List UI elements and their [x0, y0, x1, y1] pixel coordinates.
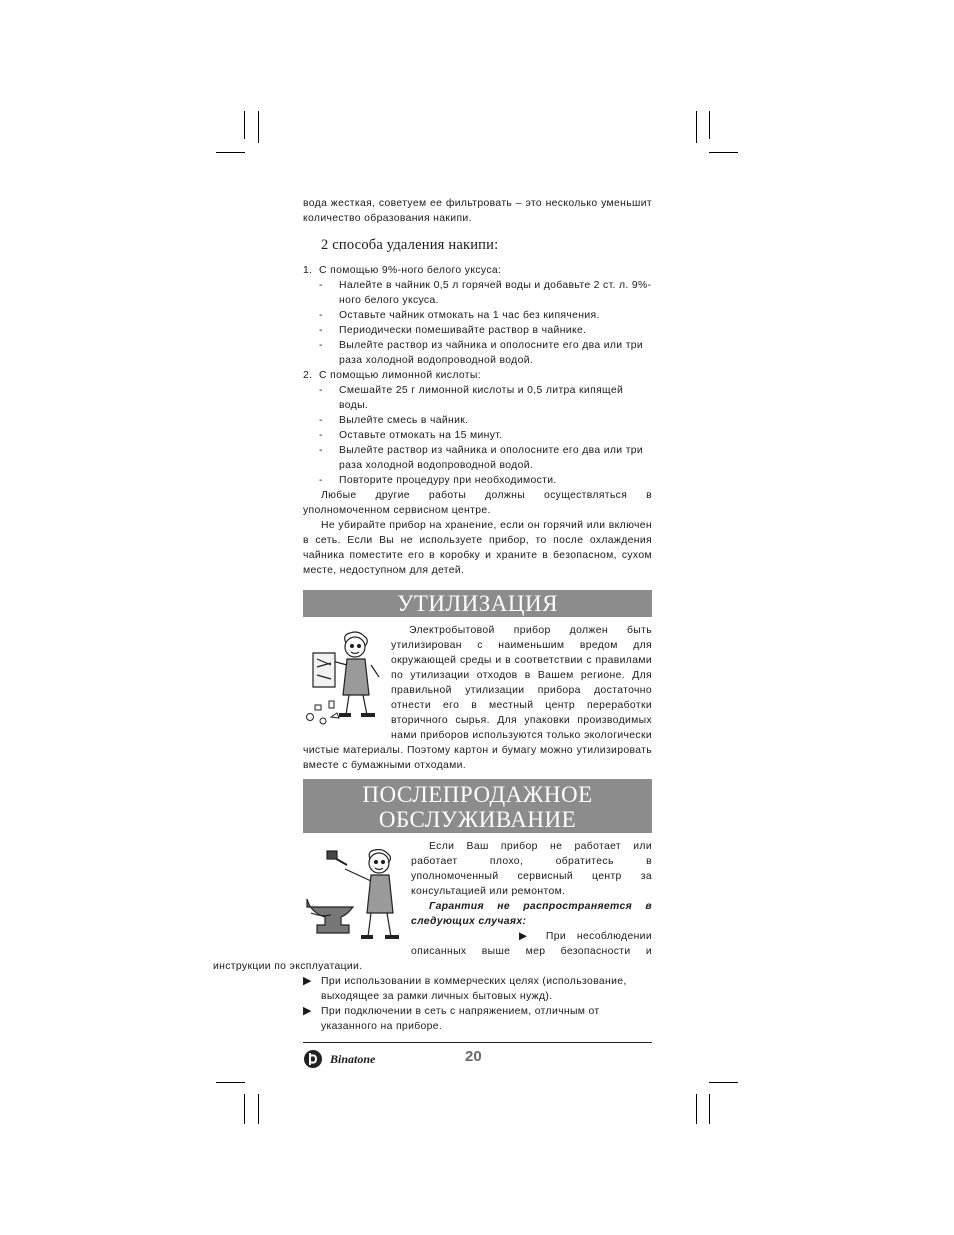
recycling-section [303, 623, 652, 773]
list-item: - Вылейте смесь в чайник. [319, 415, 469, 426]
warranty-exclusion-3: ▶ При подключении в сеть с напряжением, отличным от указанного на приборе. [303, 1005, 600, 1032]
method-title: С помощью лимонной кислоты: [319, 370, 481, 381]
bullet-arrow-icon: ▶ [303, 975, 312, 987]
method-title: С помощью 9%-ного белого уксуса: [319, 265, 502, 276]
warranty-exclusion-1: ▶ При несоблюдении описанных выше мер безопасности и инструкции по эксплуатации. [213, 931, 652, 972]
list-item: - Смешайте 25 г лимонной кислоты и 0,5 литра кипящей воды. [319, 385, 624, 411]
page-content [213, 196, 652, 1034]
after-sales-text: Если Ваш прибор не работает или работает плохо, обратитесь в уполномоченный сервисный центр за консультацией или ремонтом. [411, 841, 652, 897]
after-sales-section-title [303, 779, 652, 833]
service-center-paragraph: Любые другие работы должны осуществляться в уполномоченном сервисном центре. [303, 490, 652, 516]
recycling-man-illustration [303, 631, 385, 729]
method-number: 2. [303, 370, 313, 381]
list-item: - Налейте в чайник 0,5 л горячей воды и добавьте 2 ст. л. 9%-ного белого уксуса. [319, 280, 652, 306]
page-number: 20 [465, 1048, 482, 1065]
descaling-heading: 2 способа удаления накипи: [321, 237, 499, 253]
repairman-illustration [303, 849, 407, 949]
after-sales-title-line-2: ОБСЛУЖИВАНИЕ [378, 807, 577, 832]
brand-logo-text: Binatone [330, 1052, 376, 1066]
list-item: - Вылейте раствор из чайника и ополосните его два или три раза холодной водопроводной водой. [319, 340, 644, 366]
after-sales-section [213, 839, 652, 974]
bullet-arrow-icon: ▶ [303, 1005, 312, 1017]
warranty-heading: Гарантия не распространяется в следующих случаях: [411, 901, 652, 927]
warranty-exclusion-2: ▶ При использовании в коммерческих целях (использование, выходящее за рамки личных бытовых нужд). [303, 975, 627, 1002]
after-sales-title-line-1: ПОСЛЕПРОДАЖНОЕ [362, 782, 593, 807]
bullet-arrow-icon: ▶ [519, 931, 535, 942]
method-number: 1. [303, 265, 313, 276]
list-item: - Повторите процедуру при необходимости. [319, 475, 557, 486]
list-item: - Оставьте отмокать на 15 минут. [319, 430, 503, 441]
binatone-logo-icon [303, 1049, 331, 1069]
recycling-section-title: УТИЛИЗАЦИЯ [303, 590, 652, 617]
page-footer [303, 1042, 652, 1071]
recycling-text: Электробытовой прибор должен быть утилизирован с наименьшим вредом для окружающей среды и в соответствии с правилами по утилизации отходов в Вашем регионе. Для правильной утилизации прибора достаточно отнести его в местный центр переработки вторичного сырья. Для упаковки производимых нами приборов используются только экологически чистые материалы. Поэтому картон и бумагу можно утилизировать вместе с бумажными отходами. [303, 625, 652, 771]
descaling-method-1 [303, 263, 652, 368]
list-item: - Периодически помешивайте раствор в чайнике. [319, 325, 587, 336]
storage-paragraph: Не убирайте прибор на хранение, если он горячий или включен в сеть. Если Вы не используете прибор, то после охлаждения чайника поместите его в коробку и храните в безопасном, сухом месте, недоступном для детей. [303, 520, 652, 576]
descaling-method-2 [303, 368, 652, 488]
list-item: - Вылейте раствор из чайника и ополосните его два или три раза холодной водопроводной водой. [319, 445, 644, 471]
intro-paragraph: вода жесткая, советуем ее фильтровать – это несколько уменьшит количество образования накипи. [303, 198, 652, 224]
list-item: - Оставьте чайник отмокать на 1 час без кипячения. [319, 310, 600, 321]
